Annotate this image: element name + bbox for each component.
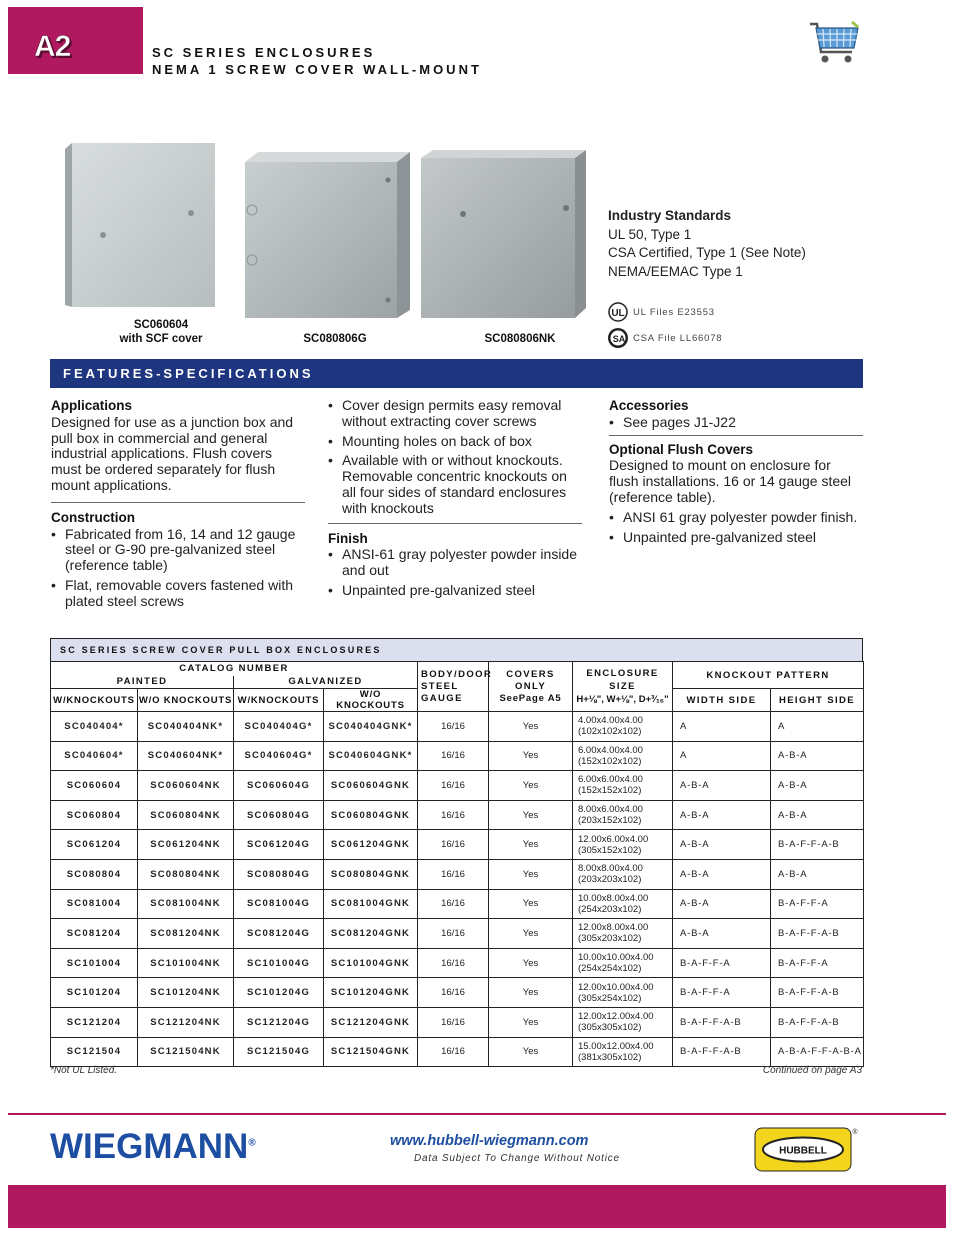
tag-underline	[8, 74, 143, 76]
width-side-cell: A	[673, 741, 771, 771]
header-gauge-line3: GAUGE	[421, 692, 463, 704]
painted-wok-cell: SC121504NK	[138, 1037, 234, 1067]
footnote-not-ul: *Not UL Listed.	[50, 1065, 118, 1076]
enclosure-size-cell	[573, 771, 673, 801]
painted-wk-cell: SC081204	[51, 919, 138, 949]
height-side-cell: A-B-A	[771, 741, 864, 771]
gauge-cell: 16/16	[418, 889, 489, 919]
size-inches: 4.00x4.00x4.00	[578, 715, 643, 727]
table-row	[51, 741, 864, 771]
footer-bar	[8, 1185, 946, 1228]
enclosure-size-cell	[573, 712, 673, 742]
column-accessories	[609, 398, 863, 549]
table-row	[51, 948, 864, 978]
covers-cell: Yes	[489, 741, 573, 771]
header-covers-line1: COVERS	[506, 668, 555, 680]
enclosure-size-cell	[573, 978, 673, 1008]
painted-wk-cell: SC081004	[51, 889, 138, 919]
footer-divider	[8, 1113, 946, 1115]
standard-line-2: CSA Certified, Type 1 (See Note)	[608, 245, 806, 260]
size-mm: (305x203x102)	[578, 933, 642, 945]
csa-mark-text: SA	[612, 334, 626, 344]
table-row	[51, 1037, 864, 1067]
galv-wk-cell: SC081204G	[234, 919, 324, 949]
enclosure-size-cell	[573, 889, 673, 919]
enclosure-size-cell	[573, 800, 673, 830]
column-applications	[51, 398, 305, 614]
header-gauge-line2: STEEL	[421, 680, 459, 692]
column-1-divider	[51, 502, 305, 503]
hubbell-logo	[754, 1127, 858, 1172]
painted-wok-cell: SC101004NK	[138, 948, 234, 978]
width-side-cell: A-B-A	[673, 919, 771, 949]
painted-wok-cell: SC061204NK	[138, 830, 234, 860]
size-inches: 12.00x6.00x4.00	[578, 833, 649, 845]
covers-cell: Yes	[489, 859, 573, 889]
height-side-cell: B-A-F-F-A-B	[771, 919, 864, 949]
width-side-cell: A-B-A	[673, 889, 771, 919]
header-knockout-pattern: KNOCKOUT PATTERN	[673, 662, 864, 689]
painted-wk-cell: SC121504	[51, 1037, 138, 1067]
header-galvanized: GALVANIZED	[234, 676, 418, 689]
gauge-cell: 16/16	[418, 859, 489, 889]
painted-wk-cell: SC060804	[51, 800, 138, 830]
size-inches: 6.00x6.00x4.00	[578, 774, 643, 786]
galv-wk-cell: SC101004G	[234, 948, 324, 978]
finish-item: • Unpainted pre-galvanized steel	[328, 583, 582, 599]
painted-wk-cell: SC080804	[51, 859, 138, 889]
column-2-divider	[328, 523, 582, 524]
header-title-2: NEMA 1 SCREW COVER WALL-MOUNT	[152, 62, 482, 77]
width-side-cell: B-A-F-F-A	[673, 978, 771, 1008]
height-side-cell: A-B-A	[771, 771, 864, 801]
painted-wk-cell: SC121204	[51, 1007, 138, 1037]
size-inches: 10.00x8.00x4.00	[578, 892, 649, 904]
gauge-cell: 16/16	[418, 1037, 489, 1067]
painted-wk-cell: SC101004	[51, 948, 138, 978]
table-row	[51, 830, 864, 860]
width-side-cell: B-A-F-F-A	[673, 948, 771, 978]
header-covers-line2: ONLY	[514, 680, 547, 692]
width-side-cell: B-A-F-F-A-B	[673, 1007, 771, 1037]
covers-cell: Yes	[489, 830, 573, 860]
header-galv-wok: W/O KNOCKOUTS	[324, 689, 418, 712]
width-side-cell: A	[673, 712, 771, 742]
header-gauge	[418, 662, 493, 712]
photo-caption-1-line1: SC060604	[133, 319, 189, 331]
flush-covers-heading: Optional Flush Covers	[609, 441, 754, 457]
header-covers	[489, 662, 573, 712]
ul-mark-text: UL	[611, 308, 625, 319]
header-title-1: SC SERIES ENCLOSURES	[152, 45, 376, 60]
applications-heading: Applications	[51, 398, 133, 413]
flush-cover-item: • Unpainted pre-galvanized steel	[609, 530, 863, 546]
header-covers-line3: SeePage A5	[499, 692, 562, 704]
table-row	[51, 771, 864, 801]
photo-caption-1	[98, 318, 224, 346]
galv-wk-cell: SC060804G	[234, 800, 324, 830]
features-band-title: FEATURES-SPECIFICATIONS	[63, 366, 314, 381]
header-galv-wk: W/KNOCKOUTS	[234, 689, 324, 712]
size-inches: 12.00x12.00x4.00	[578, 1011, 654, 1023]
applications-text: Designed for use as a junction box and pull box in commercial and general industrial applications. Flush covers must be ordered separately for flush mount applications.	[51, 413, 294, 493]
size-mm: (305x305x102)	[578, 1022, 642, 1034]
painted-wok-cell: SC081204NK	[138, 919, 234, 949]
gauge-cell: 16/16	[418, 978, 489, 1008]
painted-wk-cell: SC101204	[51, 978, 138, 1008]
flush-covers-text: Designed to mount on enclosure for flush installations. 16 or 14 gauge steel (reference table).	[609, 457, 852, 505]
enclosure-size-cell	[573, 948, 673, 978]
size-mm: (203x203x102)	[578, 874, 642, 886]
wiegmann-registered-mark: ®	[248, 1137, 256, 1149]
header-size-line2: H+⅛", W+⅛", D+³⁄₁₆"	[576, 694, 669, 705]
size-mm: (305x152x102)	[578, 844, 642, 856]
photo-caption-2: SC080806G	[303, 333, 367, 345]
painted-wok-cell: SC121204NK	[138, 1007, 234, 1037]
covers-cell: Yes	[489, 978, 573, 1008]
csa-file-text: CSA File LL66078	[633, 333, 723, 344]
size-mm: (152x152x102)	[578, 785, 642, 797]
covers-cell: Yes	[489, 712, 573, 742]
header-painted-wok: W/O KNOCKOUTS	[138, 689, 234, 712]
ul-files-text: UL Files E23553	[633, 307, 715, 318]
finish-heading: Finish	[328, 530, 368, 546]
header-height-side: HEIGHT SIDE	[771, 689, 864, 712]
galv-wk-cell: SC080804G	[234, 859, 324, 889]
disclaimer-text: Data Subject To Change Without Notice	[414, 1153, 620, 1164]
construction-list	[51, 527, 305, 610]
painted-wk-cell: SC040404*	[51, 712, 138, 742]
gauge-cell: 16/16	[418, 919, 489, 949]
size-mm: (102x102x102)	[578, 726, 642, 738]
finish-item: • ANSI-61 gray polyester powder inside and out	[328, 547, 582, 579]
enclosure-size-cell	[573, 1037, 673, 1067]
size-mm: (381x305x102)	[578, 1051, 642, 1063]
width-side-cell: A-B-A	[673, 771, 771, 801]
galv-wok-cell: SC060804GNK	[324, 800, 418, 830]
galv-wk-cell: SC060604G	[234, 771, 324, 801]
galv-wk-cell: SC040404G*	[234, 712, 324, 742]
construction-item: • Flat, removable covers fastened with plated steel screws	[51, 578, 305, 610]
specs-table-body	[51, 712, 864, 1067]
gauge-cell: 16/16	[418, 948, 489, 978]
accessory-item: • See pages J1-J22	[609, 415, 863, 431]
size-inches: 10.00x10.00x4.00	[578, 952, 654, 964]
galv-wk-cell: SC101204G	[234, 978, 324, 1008]
gauge-cell: 16/16	[418, 771, 489, 801]
height-side-cell: A	[771, 712, 864, 742]
height-side-cell: A-B-A	[771, 800, 864, 830]
size-mm: (203x152x102)	[578, 815, 642, 827]
website-link[interactable]: www.hubbell-wiegmann.com	[390, 1133, 589, 1149]
gauge-cell: 16/16	[418, 741, 489, 771]
product-photo-sc060604	[60, 137, 220, 312]
column-features	[328, 398, 582, 603]
galv-wok-cell: SC061204GNK	[324, 830, 418, 860]
covers-cell: Yes	[489, 1007, 573, 1037]
height-side-cell: B-A-F-F-A	[771, 948, 864, 978]
galv-wok-cell: SC121204GNK	[324, 1007, 418, 1037]
covers-cell: Yes	[489, 800, 573, 830]
size-mm: (254x203x102)	[578, 903, 642, 915]
column-3-divider	[609, 435, 863, 436]
flush-covers-list	[609, 510, 863, 546]
painted-wk-cell: SC061204	[51, 830, 138, 860]
wiegmann-logo-text: WIEGMANN	[50, 1127, 249, 1166]
feature-item: • Mounting holes on back of box	[328, 434, 582, 450]
header-width-side: WIDTH SIDE	[673, 689, 771, 712]
table-row	[51, 859, 864, 889]
size-inches: 15.00x12.00x4.00	[578, 1040, 654, 1052]
galv-wk-cell: SC121204G	[234, 1007, 324, 1037]
galv-wok-cell: SC040404GNK*	[324, 712, 418, 742]
csa-certification-icon	[607, 327, 631, 349]
product-photo-sc080806nk	[418, 148, 588, 320]
galv-wok-cell: SC121504GNK	[324, 1037, 418, 1067]
galv-wok-cell: SC080804GNK	[324, 859, 418, 889]
width-side-cell: A-B-A	[673, 800, 771, 830]
header-size-line1: ENCLOSURE SIZE	[586, 668, 659, 692]
page-tag-block	[8, 7, 143, 74]
hubbell-registered-mark: ®	[852, 1129, 858, 1136]
painted-wok-cell: SC060604NK	[138, 771, 234, 801]
table-row	[51, 919, 864, 949]
header-catalog-number: CATALOG NUMBER	[51, 662, 418, 676]
standard-line-1: UL 50, Type 1	[608, 227, 692, 242]
width-side-cell: B-A-F-F-A-B	[673, 1037, 771, 1067]
painted-wok-cell: SC101204NK	[138, 978, 234, 1008]
size-inches: 12.00x10.00x4.00	[578, 981, 654, 993]
specs-table-title: SC SERIES SCREW COVER PULL BOX ENCLOSURES	[50, 638, 863, 661]
galv-wok-cell: SC101204GNK	[324, 978, 418, 1008]
covers-cell: Yes	[489, 771, 573, 801]
gauge-cell: 16/16	[418, 712, 489, 742]
height-side-cell: B-A-F-F-A-B	[771, 830, 864, 860]
galv-wok-cell: SC101004GNK	[324, 948, 418, 978]
feature-item: • Cover design permits easy removal without extracting cover screws	[328, 398, 582, 430]
galv-wok-cell: SC060604GNK	[324, 771, 418, 801]
enclosure-size-cell	[573, 859, 673, 889]
header-painted-wk: W/KNOCKOUTS	[51, 689, 138, 712]
size-inches: 6.00x4.00x4.00	[578, 744, 643, 756]
painted-wk-cell: SC040604*	[51, 741, 138, 771]
painted-wk-cell: SC060604	[51, 771, 138, 801]
covers-cell: Yes	[489, 1037, 573, 1067]
header-enclosure-size	[573, 662, 673, 712]
standard-line-3: NEMA/EEMAC Type 1	[608, 264, 743, 279]
painted-wok-cell: SC040604NK*	[138, 741, 234, 771]
height-side-cell: B-A-F-F-A-B	[771, 978, 864, 1008]
product-photo-sc080806g	[240, 150, 410, 320]
width-side-cell: A-B-A	[673, 859, 771, 889]
hubbell-logo-text: HUBBELL	[779, 1145, 827, 1157]
shopping-cart-icon[interactable]	[808, 18, 860, 66]
page-number-tag: A2	[34, 30, 71, 63]
flush-cover-item: • ANSI 61 gray polyester powder finish.	[609, 510, 863, 526]
galv-wk-cell: SC061204G	[234, 830, 324, 860]
galv-wk-cell: SC121504G	[234, 1037, 324, 1067]
table-row	[51, 800, 864, 830]
galv-wok-cell: SC081004GNK	[324, 889, 418, 919]
height-side-cell: A-B-A-F-F-A-B-A	[771, 1037, 864, 1067]
wiegmann-logo	[50, 1127, 256, 1167]
height-side-cell: B-A-F-F-A-B	[771, 1007, 864, 1037]
gauge-cell: 16/16	[418, 1007, 489, 1037]
covers-cell: Yes	[489, 948, 573, 978]
galv-wok-cell: SC081204GNK	[324, 919, 418, 949]
finish-list	[328, 547, 582, 598]
width-side-cell: A-B-A	[673, 830, 771, 860]
photo-caption-1-line2: with SCF cover	[119, 333, 203, 345]
painted-wok-cell: SC080804NK	[138, 859, 234, 889]
height-side-cell: A-B-A	[771, 859, 864, 889]
size-mm: (305x254x102)	[578, 992, 642, 1004]
painted-wok-cell: SC081004NK	[138, 889, 234, 919]
accessories-heading: Accessories	[609, 398, 689, 413]
gauge-cell: 16/16	[418, 830, 489, 860]
features-list	[328, 398, 582, 517]
standards-title: Industry Standards	[608, 208, 732, 223]
specs-table	[50, 661, 864, 1067]
size-inches: 12.00x8.00x4.00	[578, 922, 649, 934]
enclosure-size-cell	[573, 919, 673, 949]
ul-listing-icon	[607, 302, 629, 322]
covers-cell: Yes	[489, 919, 573, 949]
table-row	[51, 1007, 864, 1037]
enclosure-size-cell	[573, 741, 673, 771]
galv-wok-cell: SC040604GNK*	[324, 741, 418, 771]
specs-table-container	[50, 638, 863, 1067]
enclosure-size-cell	[573, 830, 673, 860]
feature-item: • Available with or without knockouts. Removable concentric knockouts on all four sides of standard enclosures with knockouts	[328, 453, 582, 516]
size-inches: 8.00x8.00x4.00	[578, 863, 643, 875]
construction-heading: Construction	[51, 509, 135, 525]
table-row	[51, 978, 864, 1008]
size-mm: (254x254x102)	[578, 963, 642, 975]
header-gauge-line1: BODY/DOOR	[421, 668, 493, 680]
table-row	[51, 712, 864, 742]
construction-item: • Fabricated from 16, 14 and 12 gauge steel or G-90 pre-galvanized steel (reference table)	[51, 527, 305, 574]
galv-wk-cell: SC040604G*	[234, 741, 324, 771]
continued-note: Continued on page A3	[762, 1065, 862, 1076]
height-side-cell: B-A-F-F-A	[771, 889, 864, 919]
table-row	[51, 889, 864, 919]
painted-wok-cell: SC060804NK	[138, 800, 234, 830]
size-mm: (152x102x102)	[578, 755, 642, 767]
enclosure-size-cell	[573, 1007, 673, 1037]
painted-wok-cell: SC040404NK*	[138, 712, 234, 742]
accessories-list	[609, 415, 863, 431]
size-inches: 8.00x6.00x4.00	[578, 804, 643, 816]
gauge-cell: 16/16	[418, 800, 489, 830]
photo-caption-3: SC080806NK	[484, 333, 556, 345]
header-painted: PAINTED	[51, 676, 234, 689]
galv-wk-cell: SC081004G	[234, 889, 324, 919]
covers-cell: Yes	[489, 889, 573, 919]
